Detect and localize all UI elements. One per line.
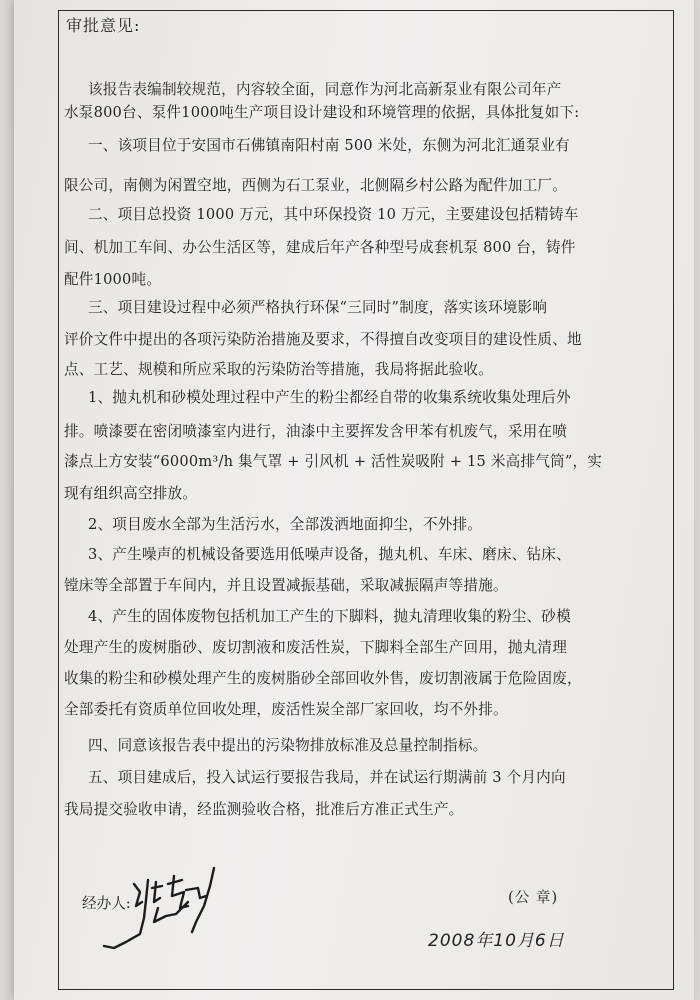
body-line: 水泵800台、泵件1000吨生产项目设计建设和环境管理的依据，具体批复如下:	[64, 104, 580, 121]
body-line: 二、项目总投资 1000 万元，其中环保投资 10 万元，主要建设包括精铸车	[88, 206, 579, 223]
body-line: 现有组织高空排放。	[64, 485, 198, 502]
body-line: 2、项目废水全部为生活污水，全部泼洒地面抑尘，不外排。	[88, 516, 483, 533]
body-line: 评价文件中提出的各项污染防治措施及要求，不得擅自改变项目的建设性质、地	[64, 331, 582, 348]
body-line: 限公司，南侧为闲置空地，西侧为石工泵业，北侧隔乡村公路为配件加工厂。	[64, 177, 567, 194]
body-line: 三、项目建设过程中必须严格执行环保“三同时”制度，落实该环境影响	[88, 299, 548, 316]
body-line: 五、项目建成后，投入试运行要报告我局，并在试运行期满前 3 个月内向	[88, 769, 566, 786]
body-line: 点、工艺、规模和所应采取的污染防治等措施，我局将据此验收。	[64, 361, 494, 378]
body-line: 全部委托有资质单位回收处理，废活性炭全部厂家回收，均不外排。	[64, 701, 508, 718]
body-line: 一、该项目位于安国市石佛镇南阳村南 500 米处，东侧为河北汇通泵业有	[88, 137, 570, 154]
body-line: 1、抛丸机和砂模处理过程中产生的粉尘都经自带的收集系统收集处理后外	[88, 389, 571, 406]
body-line: 4、产生的固体废物包括机加工产生的下脚料，抛丸清理收集的粉尘、砂模	[88, 608, 571, 625]
body-line: 收集的粉尘和砂模处理产生的废树脂砂全部回收外售，废切割液属于危险固废，	[64, 670, 582, 687]
body-line: 排。喷漆要在密闭喷漆室内进行，油漆中主要挥发含甲苯有机废气，采用在喷	[64, 423, 567, 440]
body-line: 镗床等全部置于车间内，并且设置减振基础，采取减振隔声等措施。	[64, 577, 508, 594]
approval-date: 2008年10月6日	[428, 931, 565, 951]
body-line: 该报告表编制较规范，内容较全面，同意作为河北高新泵业有限公司年产	[88, 81, 562, 98]
approval-heading: 审批意见:	[66, 16, 141, 35]
body-line: 3、产生噪声的机械设备要选用低噪声设备，抛丸机、车床、磨床、钻床、	[88, 546, 571, 563]
official-seal-label: (公 章)	[508, 889, 559, 906]
handler-label: 经办人:	[82, 895, 131, 912]
body-line: 四、同意该报告表中提出的污染物排放标准及总量控制指标。	[88, 737, 488, 754]
body-line: 间、机加工车间、办公生活区等，建成后年产各种型号成套机泵 800 台，铸件	[64, 239, 576, 256]
handwritten-signature	[96, 862, 236, 954]
body-line: 漆点上方安装“6000m³/h 集气罩 + 引风机 + 活性炭吸附 + 15 米高排气筒”，实	[64, 453, 603, 470]
body-line: 我局提交验收申请，经监测验收合格，批准后方准正式生产。	[64, 801, 464, 818]
body-line: 配件1000吨。	[64, 271, 162, 288]
body-line: 处理产生的废树脂砂、废切割液和废活性炭，下脚料全部生产回用，抛丸清理	[64, 639, 567, 656]
